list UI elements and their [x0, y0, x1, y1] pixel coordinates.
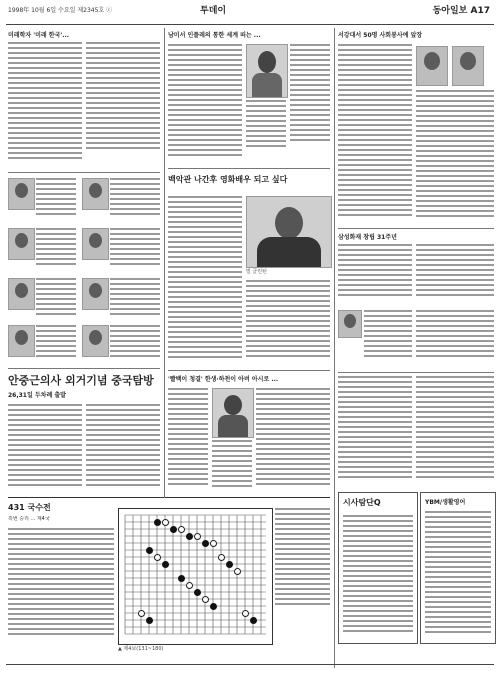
- black-stone: [210, 603, 217, 610]
- col3-text-left: [338, 44, 412, 224]
- col3-bottom-text-left: [338, 376, 412, 486]
- white-stone: [202, 596, 209, 603]
- subhead-block: [8, 390, 160, 400]
- col2-text-right: [290, 44, 330, 164]
- black-stone: [146, 547, 153, 554]
- person-text: [36, 325, 76, 365]
- notice-text: [364, 310, 412, 370]
- person-photo: [8, 178, 35, 210]
- person-photo: [82, 228, 109, 260]
- header-date: 1998年 10월 6일 수요일 제2345호 ⓒ: [8, 7, 113, 14]
- black-stone: [178, 575, 185, 582]
- person-photo: [8, 228, 35, 260]
- clinton-title-block: [168, 174, 330, 192]
- go-sub-block: [8, 516, 114, 524]
- col3-text-right: [416, 90, 494, 224]
- white-stone: [234, 568, 241, 575]
- go-commentary: [8, 528, 114, 643]
- person-text: [110, 178, 160, 222]
- mid2-text-a: [168, 388, 208, 493]
- notice-text-right: [416, 310, 494, 370]
- white-stone: [154, 554, 161, 561]
- col1-text-left: [8, 42, 82, 167]
- black-stone: [202, 540, 209, 547]
- col2-text-left: [168, 44, 242, 164]
- col1-divider: [8, 172, 160, 173]
- col3-subhead: 삼성화재 창립 31주년: [338, 234, 397, 241]
- col-separator: [334, 28, 335, 668]
- big-headline: 안중근의사 외거기념 중국탐방: [8, 374, 154, 387]
- col2-portrait: [246, 44, 288, 98]
- black-stone: [146, 617, 153, 624]
- col2-text-under-photo: [246, 100, 286, 164]
- sisa-box: [338, 492, 418, 644]
- clinton-photo: [246, 196, 332, 268]
- person-photo: [8, 278, 35, 310]
- black-stone: [250, 617, 257, 624]
- person-text: [110, 278, 160, 322]
- clinton-title: 백악관 나간후 영화배우 되고 싶다: [168, 175, 288, 184]
- headline2: '빨백이 청결' 한생·하천이 아버 아시로 ...: [168, 376, 279, 383]
- person-photo: [82, 278, 109, 310]
- col3-bottom-text-right: [416, 376, 494, 486]
- black-stone: [162, 561, 169, 568]
- notice-photo: [338, 310, 362, 338]
- col1-headline: 미래학자 '미래 한국'...: [8, 32, 70, 39]
- col3-headline-block: [338, 30, 494, 42]
- page-header: [0, 0, 500, 24]
- col3-sub-text-right: [416, 244, 494, 304]
- col1-text-right: [86, 42, 160, 167]
- go-caption: ▲ 제4보(131~180): [118, 646, 164, 652]
- person-text: [36, 178, 76, 222]
- page-number: 동아일보 A17: [432, 6, 490, 16]
- person-text: [110, 325, 160, 365]
- ybm-text: [425, 511, 491, 639]
- white-stone: [186, 582, 193, 589]
- white-stone: [138, 610, 145, 617]
- mid2-portrait: [212, 388, 254, 438]
- col3-headline: 서강대서 50명 사회봉사에 앞장: [338, 32, 423, 39]
- go-title: 431 국수전: [8, 503, 51, 512]
- white-stone: [178, 526, 185, 533]
- person-text: [36, 278, 76, 322]
- clinton-caption: 빌 클린턴: [246, 269, 267, 275]
- col3-photo-1: [416, 46, 448, 86]
- col3-divider: [338, 228, 494, 229]
- col2-divider: [168, 168, 330, 169]
- col3-photo-2: [452, 46, 484, 86]
- go-text-right: [275, 508, 330, 648]
- header-rule: [6, 24, 494, 25]
- clinton-text-right: [246, 280, 330, 366]
- ybm-box: [420, 492, 496, 644]
- subhead: 26,31일 두차례 출발: [8, 392, 66, 399]
- white-stone: [210, 540, 217, 547]
- person-photo: [82, 325, 109, 357]
- col2-headline: 남미서 인플레의 통한 세계 떠는 ...: [168, 32, 261, 39]
- col3-divider-2: [338, 372, 494, 373]
- black-stone: [170, 526, 177, 533]
- footer-rule: [6, 664, 494, 665]
- big-headline-block: [8, 372, 160, 388]
- col-separator: [164, 28, 165, 498]
- mid-text-right: [86, 404, 160, 494]
- clinton-text-left: [168, 196, 242, 366]
- white-stone: [162, 519, 169, 526]
- go-board: [118, 508, 273, 645]
- black-stone: [154, 519, 161, 526]
- mid2-divider: [168, 370, 330, 371]
- go-grid: [119, 509, 272, 644]
- person-photo: [82, 178, 109, 210]
- white-stone: [194, 533, 201, 540]
- mid2-text-c: [212, 440, 252, 492]
- go-title-block: [8, 502, 114, 516]
- bottom-divider: [8, 497, 330, 498]
- col3-sub-text-left: [338, 244, 412, 304]
- person-photo: [8, 325, 35, 357]
- mid2-text-b: [256, 388, 330, 493]
- ybm-title: YBM/생활영어: [425, 499, 466, 506]
- sisa-title: 시사탐단Q: [343, 498, 381, 507]
- black-stone: [194, 589, 201, 596]
- col3-sub-block: [338, 232, 494, 242]
- person-text: [110, 228, 160, 272]
- headline2-block: [168, 374, 330, 384]
- white-stone: [218, 554, 225, 561]
- black-stone: [186, 533, 193, 540]
- black-stone: [226, 561, 233, 568]
- section-title: 투데이: [200, 6, 227, 16]
- person-text: [36, 228, 76, 272]
- col2-headline-block: [168, 30, 330, 42]
- mid-text-left: [8, 404, 82, 494]
- mid-divider: [8, 368, 160, 369]
- sisa-text: [343, 515, 413, 639]
- white-stone: [242, 610, 249, 617]
- go-sub: 흑번 승리 ... 제4국: [8, 516, 50, 522]
